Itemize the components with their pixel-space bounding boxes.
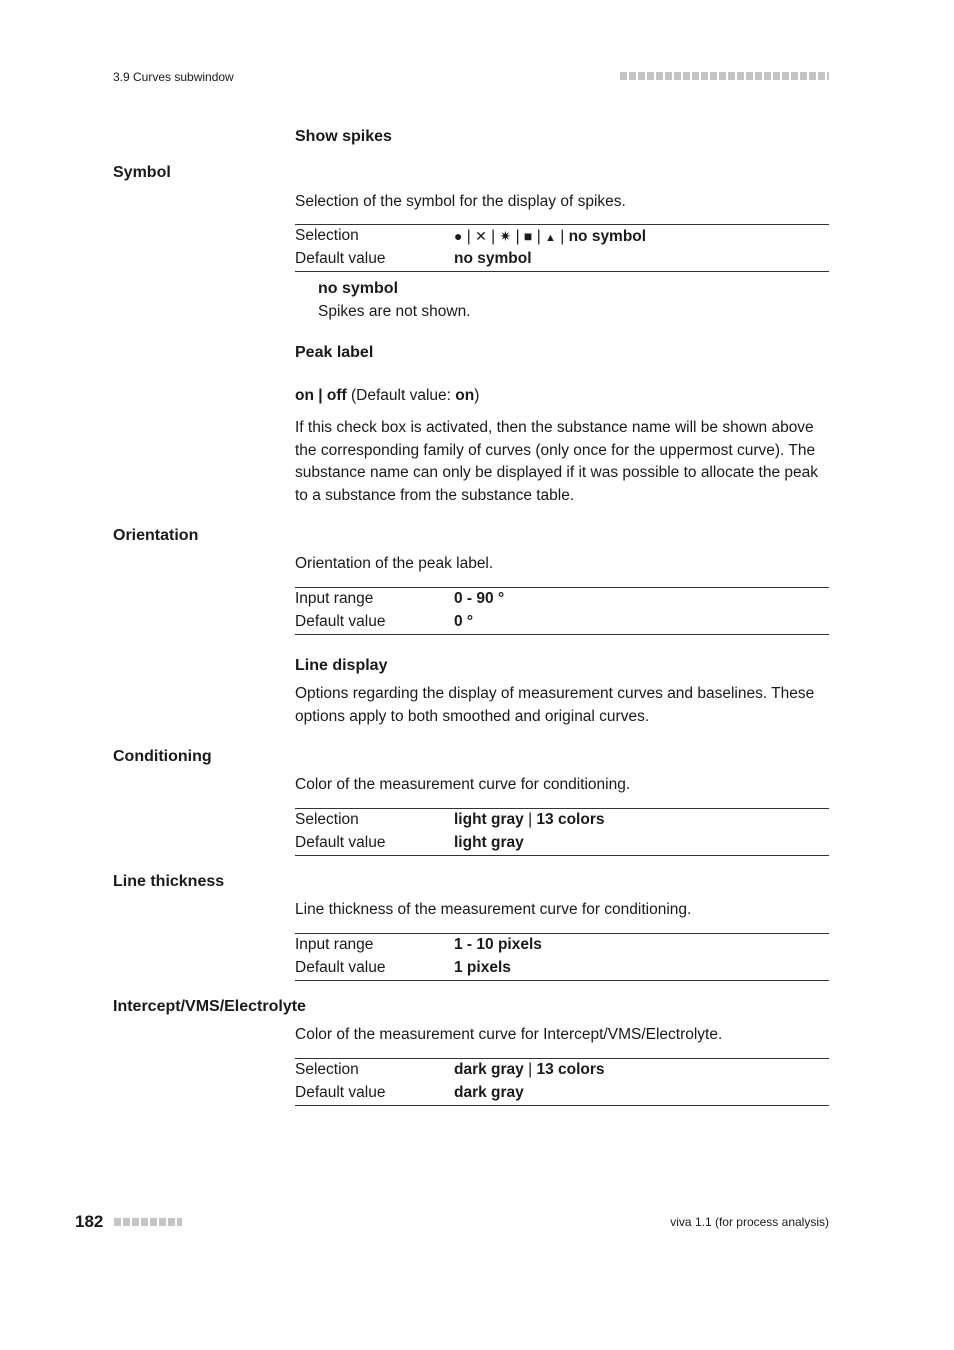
row-value: dark gray | 13 colors [454,1061,605,1078]
header-dot-bar [620,72,829,80]
default-value: on [455,387,475,404]
option-name: no symbol [318,280,399,297]
line-thickness-table [295,933,829,981]
row-label: Input range [295,590,374,607]
option-a: dark gray [454,1061,524,1078]
intercept-table [295,1058,829,1106]
row-value: 0 - 90 ° [454,590,505,607]
page-number: 182 [75,1212,104,1231]
param-intercept-label: Intercept/VMS/Electrolyte [113,998,306,1015]
row-label: Default value [295,250,386,267]
option-b: 13 colors [536,811,605,828]
heading-show-spikes: Show spikes [295,128,392,145]
table-row [295,809,829,832]
table-row [295,1059,829,1082]
cross-icon: ✕ [475,228,487,244]
heading-peak-label: Peak label [295,344,374,361]
star-icon: ✷ [499,228,512,244]
option-b: 13 colors [536,1061,605,1078]
peak-label-description: If this check box is activated, then the substance name will be shown above the corresponding family of curves (only once for the uppermost curve). The substance name can only be displayed if it was possible to allocate the peak to a substance from the substance table. [295,419,819,504]
product-name: viva 1.1 (for process analysis) [670,1215,829,1229]
row-value: 0 ° [454,613,474,630]
option-a: light gray [454,811,524,828]
heading-line-display: Line display [295,657,388,674]
circle-icon: ● [454,228,463,244]
row-value: 1 - 10 pixels [454,936,542,953]
row-value: light gray [454,834,524,851]
footer-dot-bar [114,1218,182,1226]
table-row [295,248,829,271]
square-icon: ■ [523,228,533,244]
default-prefix: (Default value: [351,387,456,404]
table-row [295,957,829,980]
table-row [295,1082,829,1105]
triangle-icon: ▲ [545,232,556,244]
option-description: Spikes are not shown. [318,303,471,320]
row-label: Input range [295,936,374,953]
default-suffix: ) [474,387,480,404]
table-row [295,611,829,634]
row-value: light gray | 13 colors [454,811,605,828]
table-row [295,832,829,855]
param-symbol-label: Symbol [113,164,171,181]
row-label: Selection [295,1061,359,1078]
table-row [295,588,829,611]
row-label: Default value [295,959,386,976]
conditioning-table [295,808,829,856]
row-value: ● | ✕ | ✷ | ■ | ▲ | no symbol [454,228,647,245]
table-row [295,934,829,957]
intercept-description: Color of the measurement curve for Intercept/VMS/Electrolyte. [295,1026,723,1043]
line-display-description: Options regarding the display of measurement curves and baselines. These options apply to both smoothed and original curves. [295,685,815,725]
onoff-values: on | off [295,387,347,404]
row-label: Selection [295,811,359,828]
peak-label-default [295,385,829,408]
line-thickness-description: Line thickness of the measurement curve for conditioning. [295,901,692,918]
no-symbol-option: no symbol [568,228,647,245]
orientation-table [295,587,829,635]
param-line-thickness-label: Line thickness [113,873,225,890]
conditioning-description: Color of the measurement curve for conditioning. [295,776,631,793]
symbol-description: Selection of the symbol for the display of spikes. [295,193,626,210]
row-value: 1 pixels [454,959,511,976]
row-value: dark gray [454,1084,524,1101]
row-value: no symbol [454,250,532,267]
row-label: Default value [295,613,386,630]
row-label: Default value [295,834,386,851]
symbol-table [295,224,829,272]
row-label: Selection [295,227,359,244]
table-row [295,225,829,248]
param-conditioning-label: Conditioning [113,748,212,765]
orientation-description: Orientation of the peak label. [295,555,494,572]
running-header: 3.9 Curves subwindow [113,70,234,84]
param-orientation-label: Orientation [113,527,199,544]
row-label: Default value [295,1084,386,1101]
